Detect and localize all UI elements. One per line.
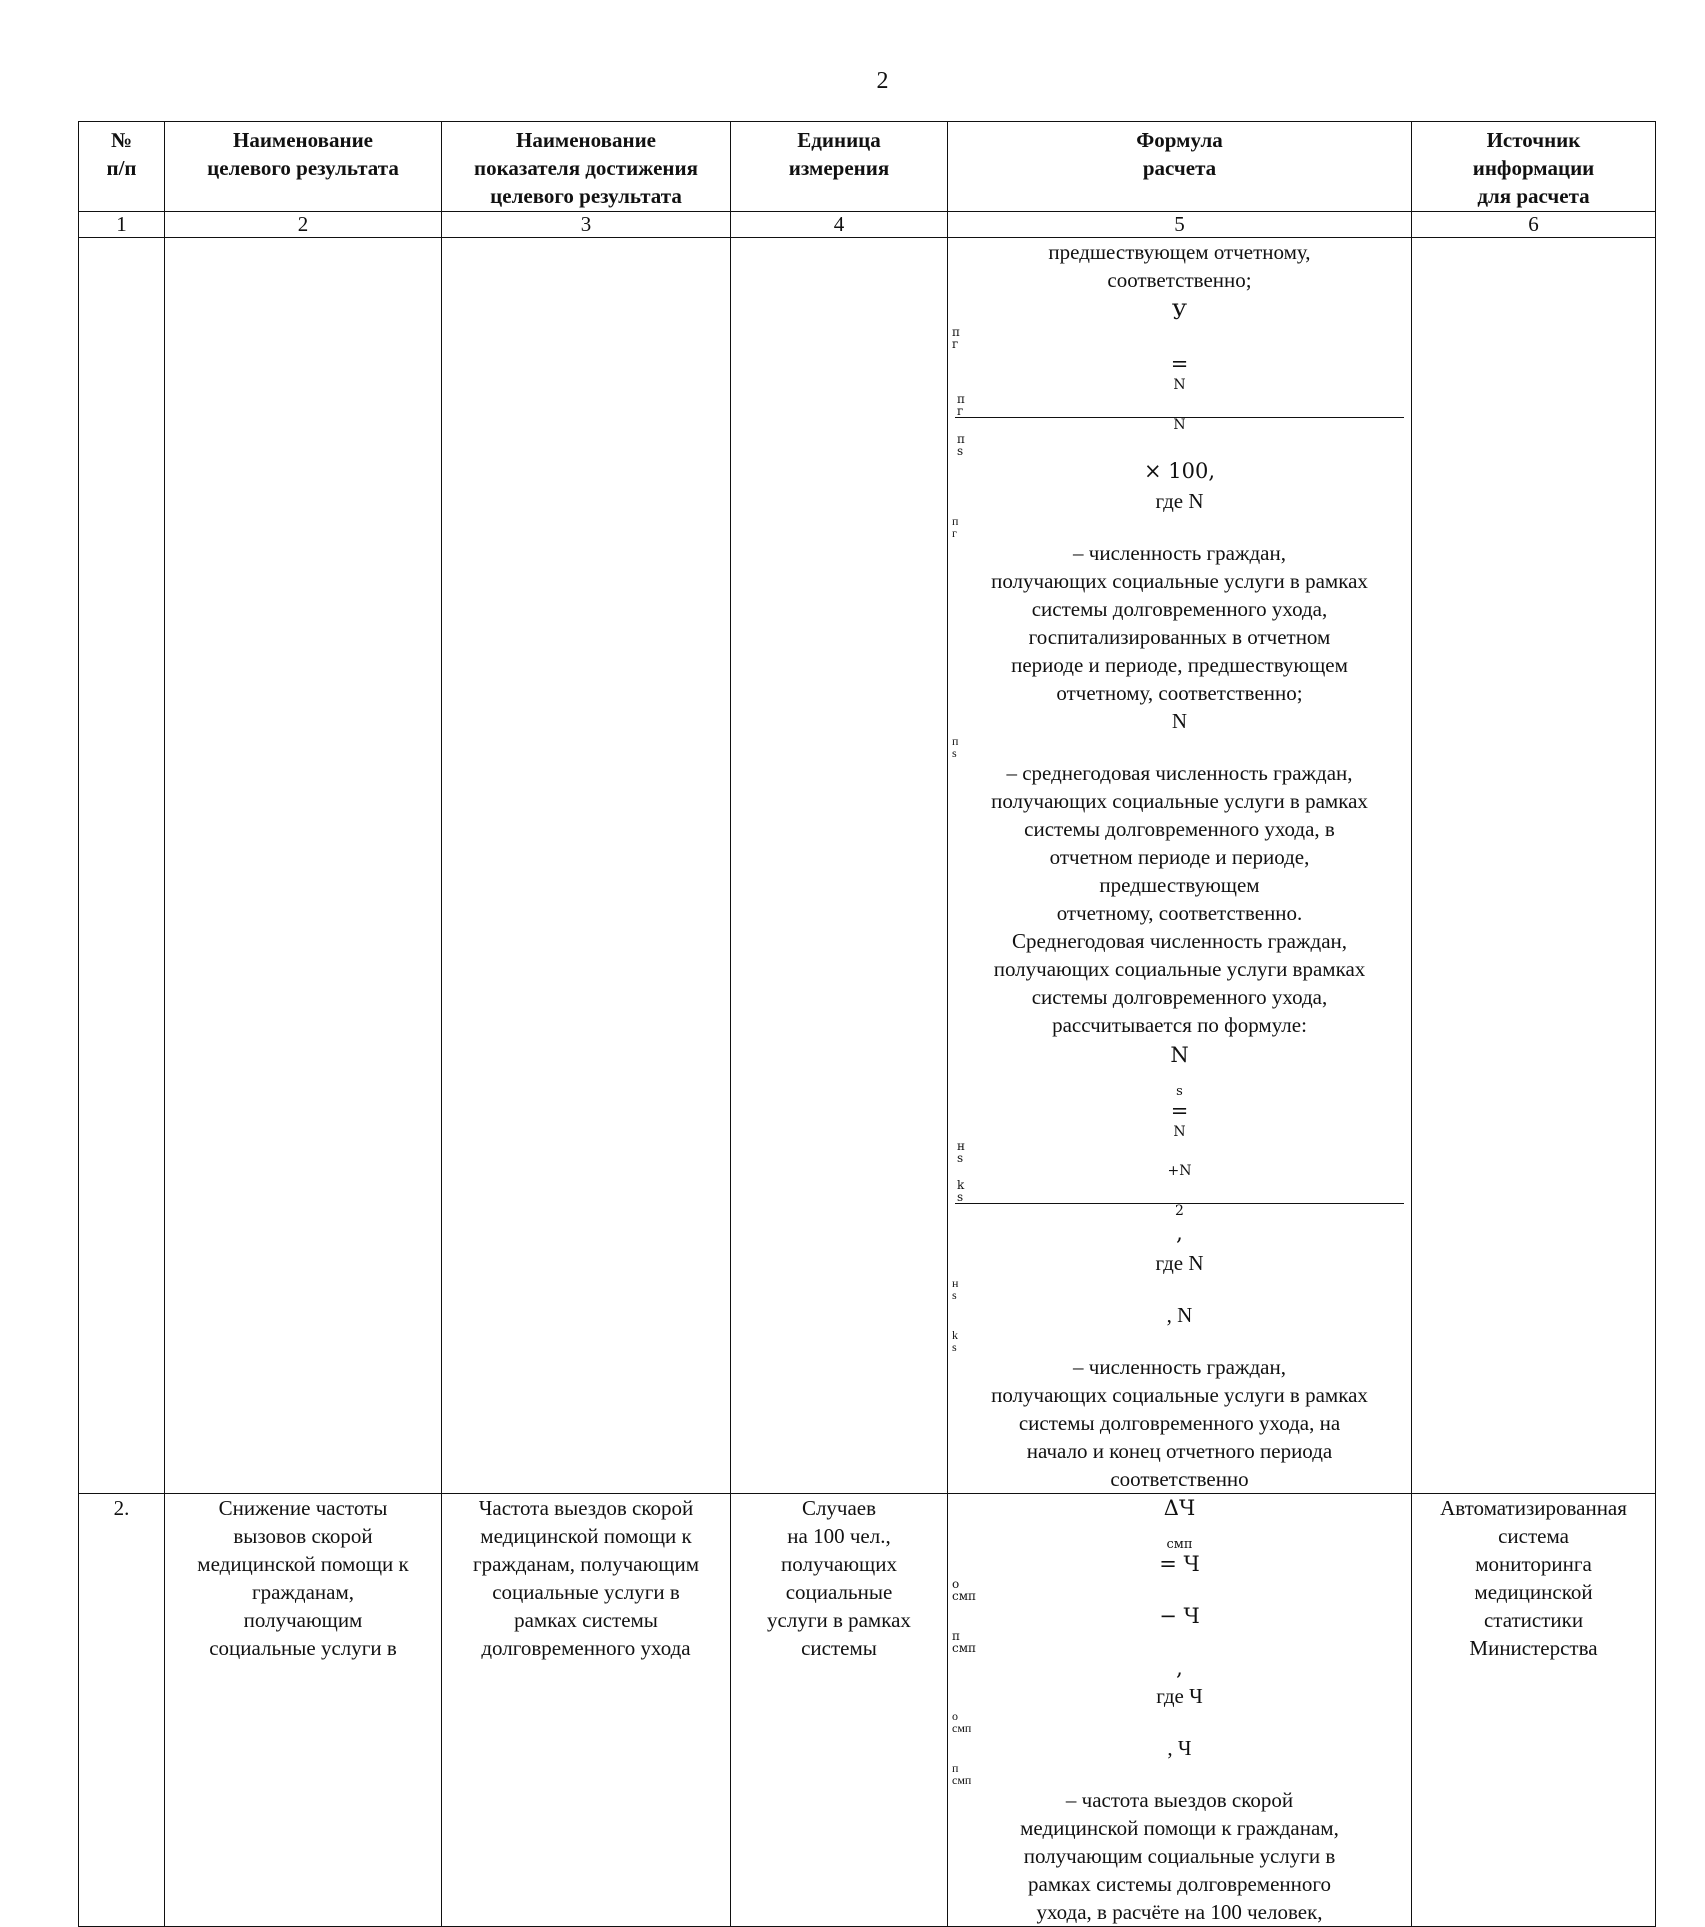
indicator-table [78, 121, 1656, 1927]
row-number: 2. [79, 1494, 165, 1927]
header-formula: Формула расчета [948, 122, 1412, 212]
column-number: 1 [79, 212, 165, 238]
table-row [79, 1494, 1656, 1927]
cell-empty [442, 238, 731, 1494]
column-number: 6 [1412, 212, 1656, 238]
formula-cell: предшествующем отчетному, соответственно; У п г = N п г N п s × 100, где N п г – численность граждан, получающих социальные услуги в рамках системы долговременного ухода, госпитализированных в отчетном периоде и периоде, предшествующем отчетному, соответственно; N п s – среднегодовая численность граждан, получающих социальные услуги в рамках системы долговременного ухода, в отчетном периоде и периоде, предшествующем отчетному, соответственно. Среднегодовая численность граждан, получающих социальные услуги врамках системы долговременного ухода, рассчитывается по формуле: N $_s$ = N н s +N k s 2 , где N н s , N k s – численность граждан, получающих социальные услуги в рамках системы долговременного ухода, на начало и конец отчетного периода соответственно [948, 238, 1412, 1494]
header-indicator-name: Наименование показателя достижения целевого результата [442, 122, 731, 212]
column-number: 4 [731, 212, 948, 238]
information-source: Автоматизированная система мониторинга медицинской статистики Министерства [1412, 1494, 1656, 1927]
cell-empty [731, 238, 948, 1494]
cell-empty [1412, 238, 1656, 1494]
cell-empty [79, 238, 165, 1494]
column-number-row [79, 212, 1656, 238]
unit-of-measure: Случаев на 100 чел., получающих социальные услуги в рамках системы [731, 1494, 948, 1927]
header-source: Источник информации для расчета [1412, 122, 1656, 212]
table-row [79, 238, 1656, 1494]
target-result-name: Снижение частоты вызовов скорой медицинской помощи к гражданам, получающим социальные услуги в [165, 1494, 442, 1927]
header-unit: Единица измерения [731, 122, 948, 212]
formula-ambulance-frequency-change: ΔЧ $_{смп}$ = Ч о смп − Ч п смп , [952, 1496, 1200, 1680]
header-target-result-name: Наименование целевого результата [165, 122, 442, 212]
page-number: 2 [876, 68, 889, 94]
indicator-name: Частота выездов скорой медицинской помощи к гражданам, получающим социальные услуги в рамках системы долговременного ухода [442, 1494, 731, 1927]
header-number: № п/п [79, 122, 165, 212]
column-number: 2 [165, 212, 442, 238]
formula-share-hospitalized: У п г = N п г N п s × 100, [952, 298, 1407, 485]
header-row [79, 122, 1656, 212]
formula-cell: ΔЧ $_{смп}$ = Ч о смп − Ч п смп , где Ч о смп , Ч п смп – частота выездов скорой медицинской помощи к гражданам, получающим социальные услуги в рамках системы долговременного ухода, в расчёте на 100 человек, [948, 1494, 1412, 1927]
column-number: 3 [442, 212, 731, 238]
column-number: 5 [948, 212, 1412, 238]
formula-average-count: N $_s$ = N н s +N k s 2 , [952, 1041, 1407, 1247]
cell-empty [165, 238, 442, 1494]
